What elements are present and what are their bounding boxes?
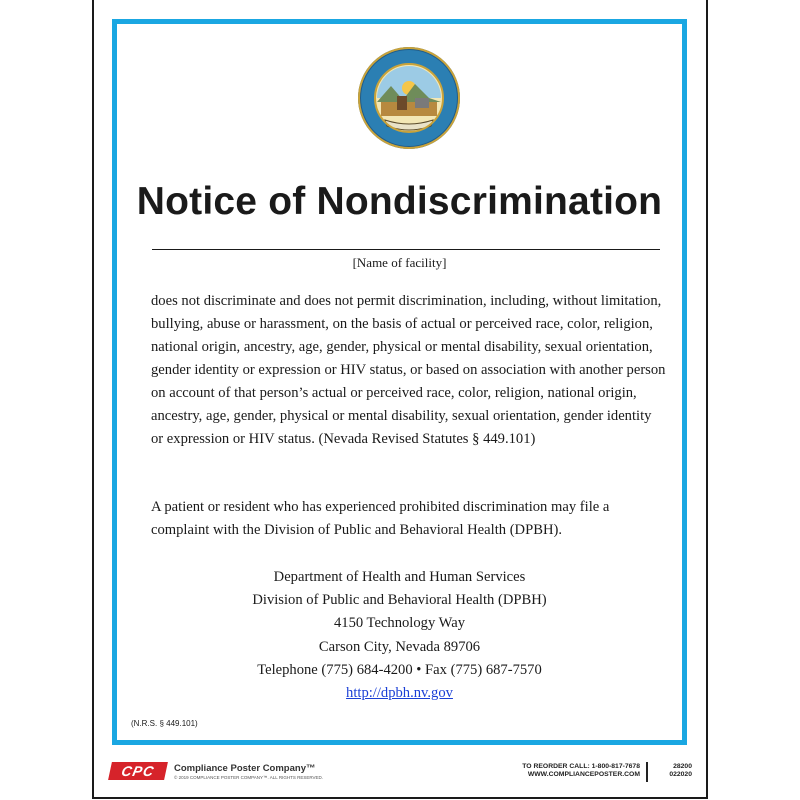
product-codes <box>669 763 692 779</box>
address-line: Division of Public and Behavioral Health (DPBH) <box>252 592 547 609</box>
statute-citation: (N.R.S. § 449.101) <box>131 719 198 728</box>
reorder-website: WWW.COMPLIANCEPOSTER.COM <box>527 771 640 778</box>
complaint-paragraph: A patient or resident who has experienced prohibited discrimination may file a complaint with the Division of Public and Behavioral Health (DPBH). <box>151 499 610 538</box>
phone-fax-line: Telephone (775) 684-4200 • Fax (775) 687-7570 <box>257 661 542 678</box>
reorder-phone: TO REORDER CALL: 1-800-817-7678 <box>522 763 640 770</box>
address-line: Carson City, Nevada 89706 <box>318 638 481 655</box>
address-line: 4150 Technology Way <box>333 615 466 632</box>
footer-divider <box>646 762 648 782</box>
nondiscrimination-paragraph: does not discriminate and does not permit discrimination, including, without limitation, bullying, abuse or harassment, on the basis of actual or perceived race, color, religion, national origin, ancestry, age, gender, physical or mental disability, sexual orientation, gender identity or expression or HIV status, or based on association with another person on account of that person’s actual or perceived race, color, religion, national origin, ancestry, age, gender, physical or mental disability, sexual orientation, gender identity or expression or HIV status. (Nevada Revised Statutes § 449.101) <box>151 293 666 447</box>
blue-border-frame <box>112 19 687 745</box>
facility-name-line <box>152 249 660 250</box>
poster-footer <box>94 758 706 788</box>
copyright-text: © 2019 COMPLIANCE POSTER COMPANY™. ALL RIGHTS RESERVED. <box>174 775 324 780</box>
facility-label: [Name of facility] <box>352 255 447 270</box>
page-title: Notice of Nondiscrimination <box>136 180 663 223</box>
address-line: Department of Health and Human Services <box>273 569 526 585</box>
poster-sheet <box>92 0 708 799</box>
cpc-logo: CPC <box>108 762 168 780</box>
date-code: 022020 <box>669 771 692 778</box>
nevada-state-seal <box>357 46 461 150</box>
product-code: 28200 <box>673 763 692 770</box>
website-link[interactable]: http://dpbh.nv.gov <box>346 685 453 702</box>
reorder-info <box>522 763 640 779</box>
company-name: Compliance Poster Company™ <box>174 763 316 774</box>
contact-address-block <box>117 566 682 705</box>
